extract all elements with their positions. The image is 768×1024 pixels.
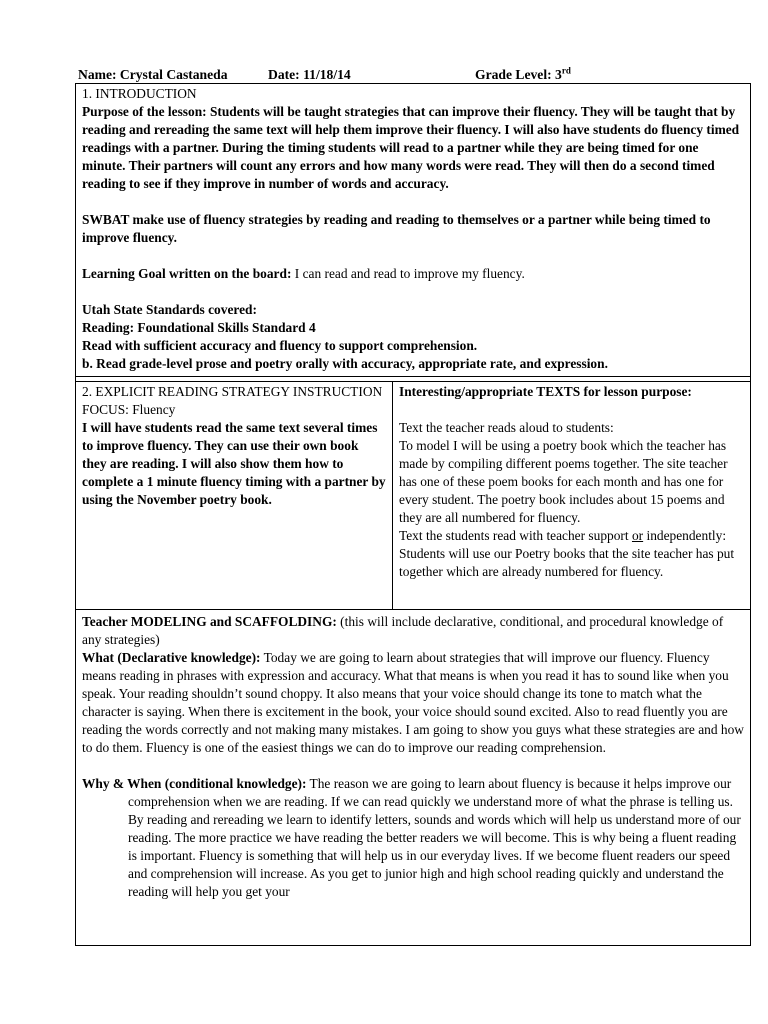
texts-cell	[393, 382, 751, 610]
standards-reading: Reading: Foundational Skills Standard 4	[82, 320, 316, 335]
strategy-texts-row	[76, 382, 751, 610]
grade-level	[475, 66, 571, 84]
conditional-knowledge	[82, 775, 744, 901]
teacher-name: Name: Crystal Castaneda	[78, 67, 228, 82]
independent-text: independently: Students will use our Poetry books that the site teacher has put together which are already numbered for fluency.	[399, 528, 735, 579]
swbat-statement: SWBAT make use of fluency strategies by reading and reading to themselves or a partner while being timed to improve fluency.	[82, 212, 711, 245]
introduction-row	[76, 84, 751, 377]
standards-title: Utah State Standards covered:	[82, 302, 257, 317]
learning-goal-label: Learning Goal written on the board:	[82, 266, 292, 281]
conditional-body: The reason we are going to learn about fluency is because it helps improve our comprehension when we are reading. If we can read quickly we understand more of what the phrase is telling us. By reading and rereading we learn to identify letters, sounds and words which will help us understand more of our reading. The more practice we have reading the better readers we will become. This is why being a fluent reading is important. Fluency is something that will help us in our everyday lives. If we become fluent readers our speed and comprehension will increase. As you get to junior high and high school reading quickly and understand the reading will help you get your	[128, 776, 741, 899]
lesson-plan-page	[75, 63, 750, 946]
learning-goal	[82, 265, 744, 283]
declarative-body: Today we are going to learn about strategies that will improve our fluency. Fluency means reading in phrases with expression and accuracy. What that means is when you read it has to sound like when you speak. Your reading shouldn’t sound choppy. It also means that your voice should change its tone to match what the character is saying. When there is excitement in the book, your voice should sound excited. Also to read fluently you are reading the words correctly and not making many mistakes. I am going to show you guys what these strategies are and how to do them. Fluency is one of the easiest things we can do to improve our reading comprehension.	[82, 650, 744, 755]
strategy-body: I will have students read the same text several times to improve fluency. They can use their own book they are reading. I will also show them how to complete a 1 minute fluency timing with a partner by using the November poetry book.	[82, 420, 386, 507]
or-underlined: or	[631, 528, 644, 543]
read-aloud-body: To model I will be using a poetry book which the teacher has made by compiling different poems together. The site teacher has one of these poem books for each month and has one for every student. The poetry book includes about 15 poems and they are all numbered for fluency.	[399, 438, 728, 525]
modeling-cell	[76, 610, 751, 946]
lesson-purpose: Purpose of the lesson: Students will be taught strategies that can improve their fluency. They will be taught that by reading and rereading the same text will help them improve their fluency. I will also have students do fluency timed readings with a partner. During the timing students will read to a partner while they are being timed for one minute. Their partners will count any errors and how many words were read. They will then do a second timed reading to see if they improve in number of words and accuracy.	[82, 104, 740, 191]
introduction-cell	[76, 84, 751, 377]
learning-goal-text: I can read and read to improve my fluency.	[291, 266, 525, 281]
lesson-plan-table	[75, 83, 751, 946]
strategy-cell	[76, 382, 393, 610]
texts-heading: Interesting/appropriate TEXTS for lesson purpose:	[399, 384, 692, 399]
teacher-support-text	[399, 527, 744, 581]
modeling-heading-label: Teacher MODELING and SCAFFOLDING:	[82, 614, 337, 629]
grade-level-suffix: rd	[561, 65, 571, 76]
declarative-label: What (Declarative knowledge):	[82, 650, 261, 665]
declarative-knowledge	[82, 649, 744, 757]
standards-accuracy: Read with sufficient accuracy and fluency to support comprehension.	[82, 338, 478, 353]
modeling-heading-note: (this will include declarative, conditional, and procedural knowledge of any strategies)	[82, 614, 724, 647]
grade-level-text: Grade Level: 3	[475, 67, 562, 82]
conditional-label: Why & When (conditional knowledge):	[82, 776, 307, 791]
read-aloud-label: Text the teacher reads aloud to students:	[399, 420, 614, 435]
introduction-heading: 1. INTRODUCTION	[82, 86, 197, 101]
teacher-support-label: Text the students read with teacher support	[399, 528, 632, 543]
lesson-date: Date: 11/18/14	[268, 67, 351, 82]
header-line	[75, 63, 750, 83]
modeling-row	[76, 610, 751, 946]
modeling-heading	[82, 613, 744, 649]
strategy-heading: 2. EXPLICIT READING STRATEGY INSTRUCTION FOCUS: Fluency	[82, 384, 383, 417]
standards-b: b. Read grade-level prose and poetry orally with accuracy, appropriate rate, and expression.	[82, 356, 608, 371]
